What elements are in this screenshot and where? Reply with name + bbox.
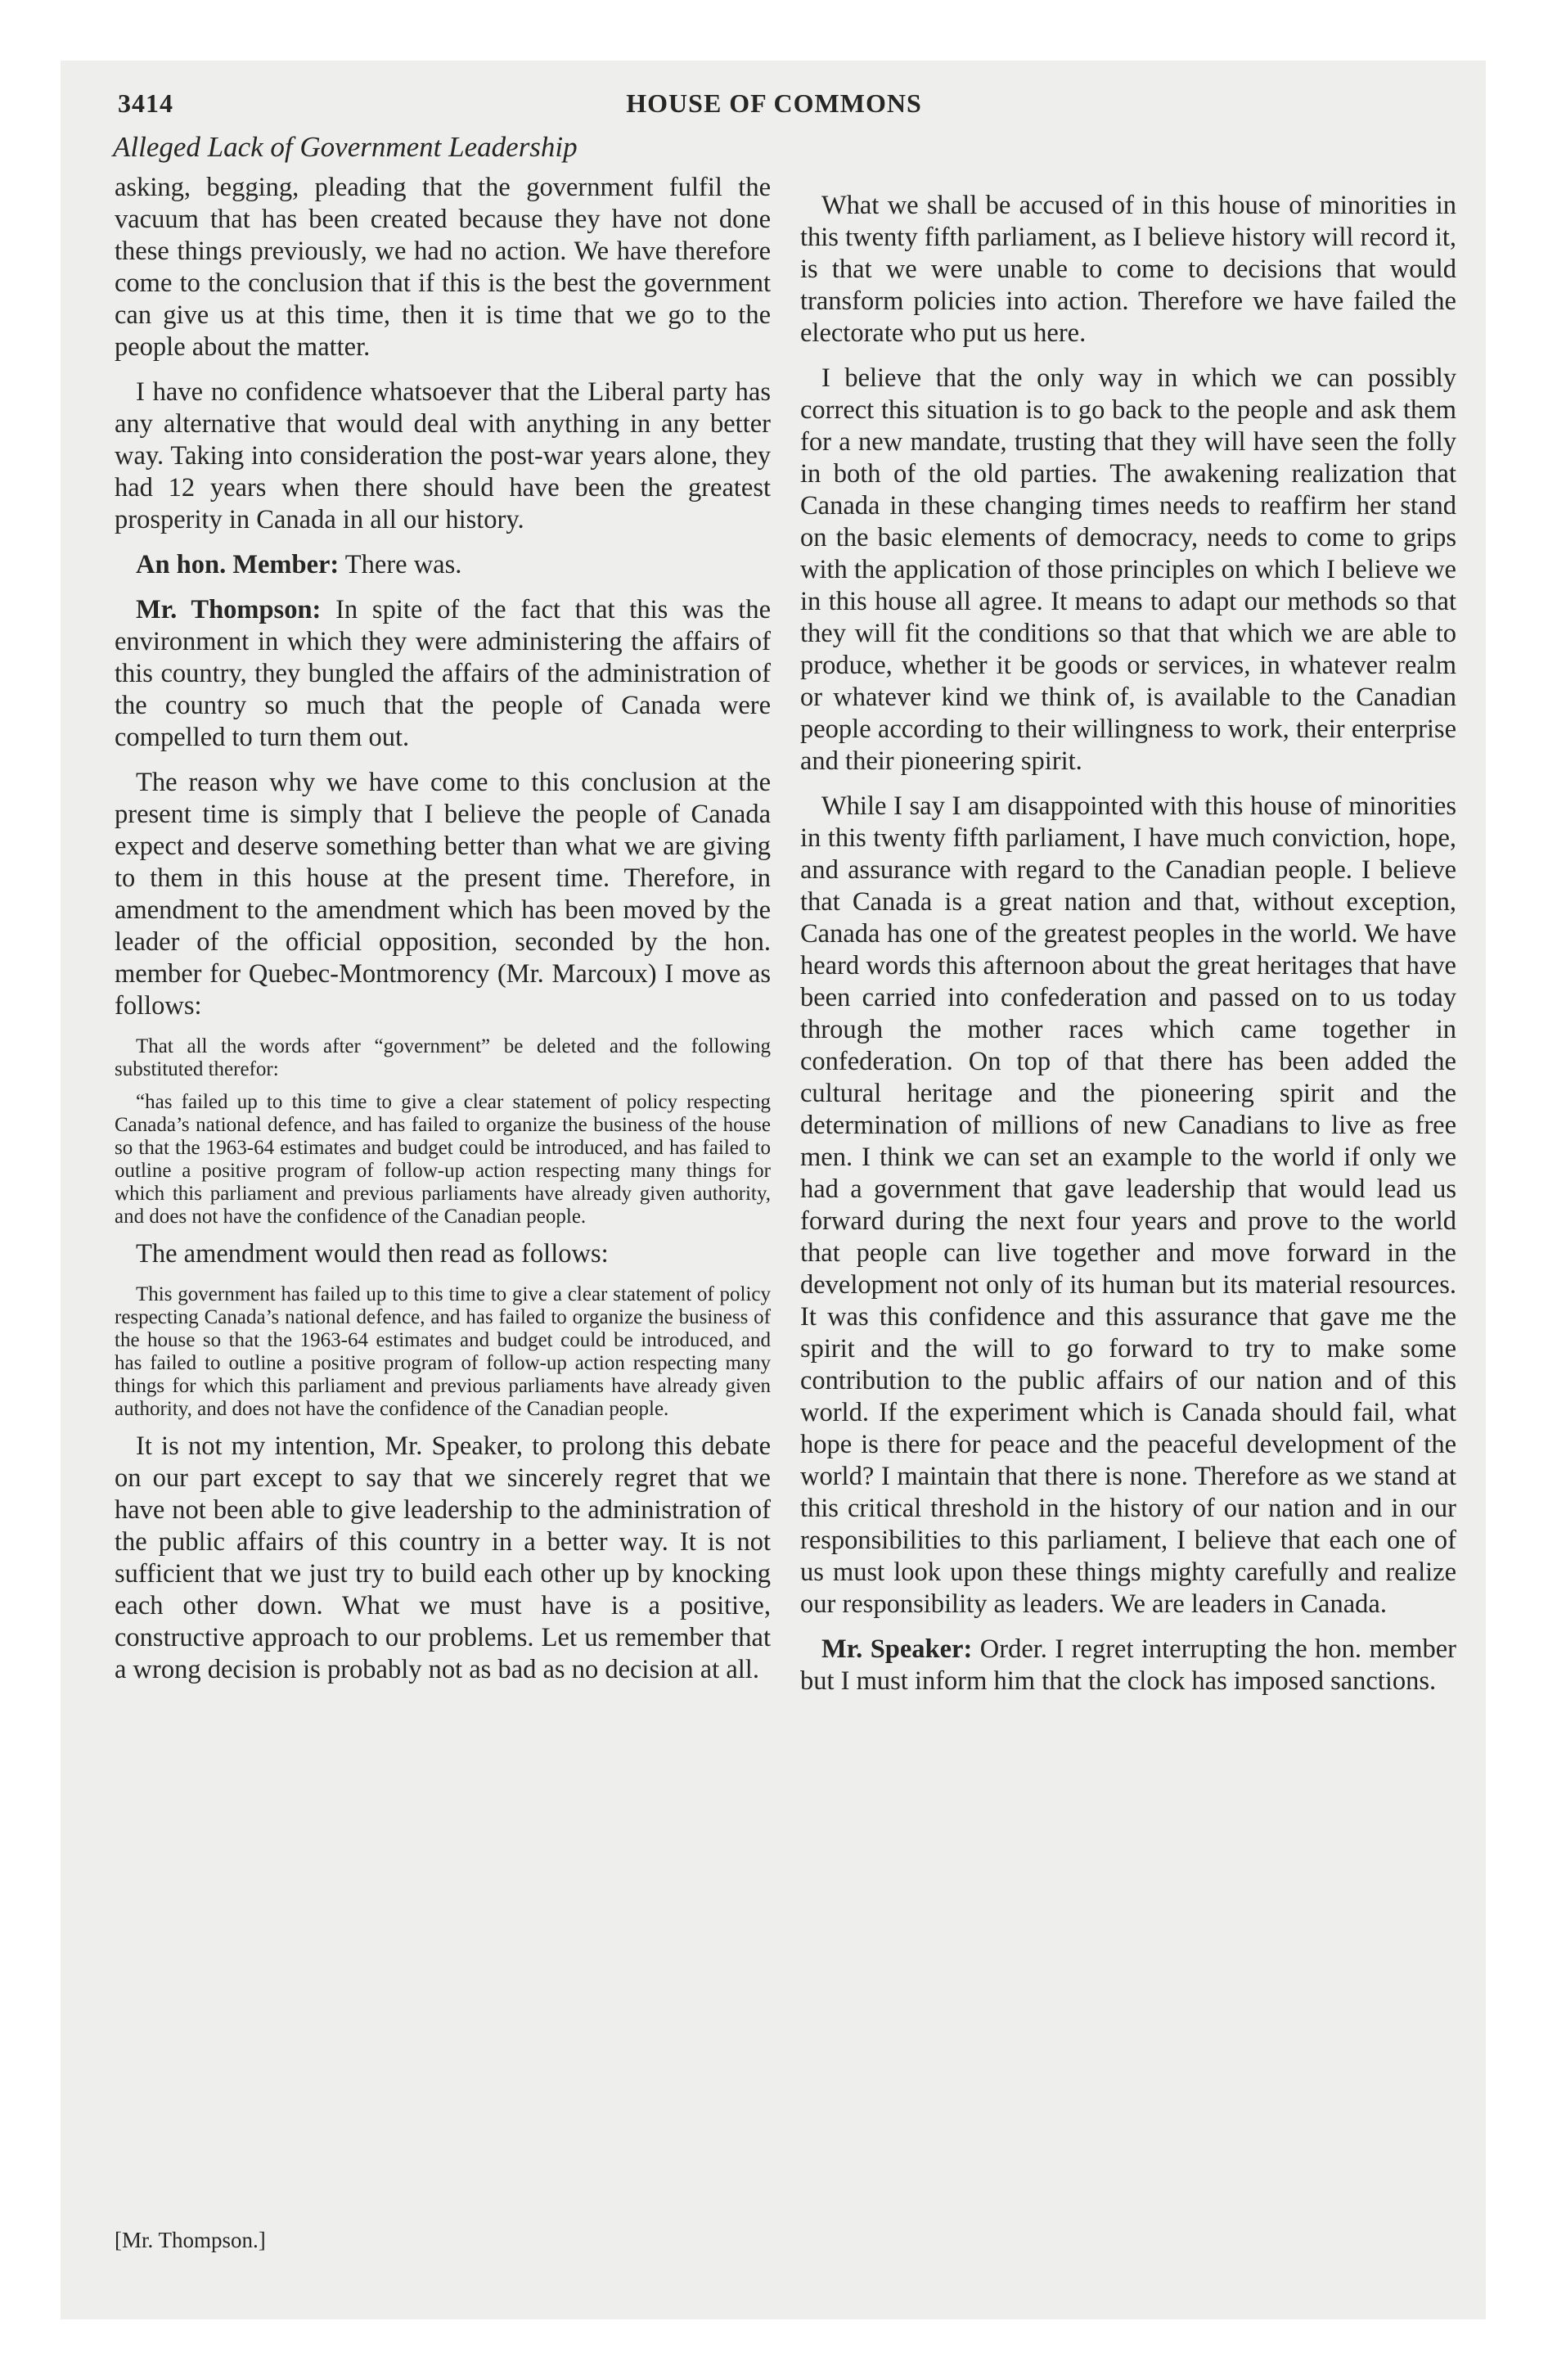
motion-quote: “has failed up to this time to give a clear statement of policy respecting Canada’s national defence, and has failed to organize the business of the house so that the 1963-64 estimates and budget could be introduced, and has failed to outline a positive program of follow-up action respecting many things for which this parliament and previous parliaments have already given authority, and does not have the confidence of the Canadian people.	[115, 1091, 771, 1228]
amendment-quote: This government has failed up to this time to give a clear statement of policy respecting Canada’s national defence, and has failed to organize the business of the house so that the 1963-64 estimates and budget could be introduced, and has failed to outline a positive program of follow-up action respecting many things for which this parliament and previous parliaments have already given authority, and does not have the confidence of the Canadian people.	[115, 1283, 771, 1420]
paragraph: I believe that the only way in which we can possibly correct this situation is to go back to the people and ask them for a new mandate, trusting that they will have seen the folly in both of the old parties. The awakening realization that Canada in these changing times needs to reaffirm her stand on the basic elements of democracy, needs to come to grips with the application of those principles on which I believe we in this house all agree. It means to adapt our methods so that they will fit the conditions so that that which we are able to produce, whether it be goods or services, in whatever realm or whatever kind we think of, is available to the Canadian people according to their willingness to work, their enterprise and their pioneering spirit.	[800, 363, 1456, 776]
speech-text: There was.	[339, 550, 462, 579]
page-header-title: HOUSE OF COMMONS	[626, 88, 922, 118]
left-column	[115, 172, 771, 1699]
speaker-name: Mr. Thompson:	[136, 595, 322, 624]
paragraph: I have no confidence whatsoever that the Liberal party has any alternative that would deal with anything in any better way. Taking into consideration the post-war years alone, they had 12 years when there should have been the greatest prosperity in Canada in all our history.	[115, 377, 771, 534]
section-title: Alleged Lack of Government Leadership	[113, 131, 578, 163]
paragraph: While I say I am disappointed with this house of minorities in this twenty fifth parliament, I have much conviction, hope, and assurance with regard to the Canadian people. I believe that Canada is a great nation and that, without exception, Canada has one of the greatest peoples in the world. We have heard words this afternoon about the great heritages that have been carried into confederation and passed on to us today through the mother races which came together in confederation. On top of that there has been added the cultural heritage and the pioneering spirit and the determination of millions of new Canadians to live as free men. I think we can set an example to the world if only we had a government that gave leadership that would lead us forward during the next four years and prove to the world that people can live together and move forward in the development not only of its human but its material resources. It was this confidence and this assurance that gave me the spirit and the will to go forward to try to make some contribution to the public affairs of our nation and of this world. If the experiment which is Canada should fail, what hope is there for peace and the peaceful development of the world? I maintain that there is none. Therefore as we stand at this critical threshold in the history of our nation and in our responsibilities to this parliament, I believe that each one of us must look upon these things mighty carefully and realize our responsibility as leaders. We are leaders in Canada.	[800, 791, 1456, 1619]
paragraph: The amendment would then read as follows:	[136, 1239, 609, 1269]
speech-text: In spite of the fact that this was the environment in which they were administering the affairs of this country, they bungled the affairs of the administration of the country so much that the people of Canada were compelled to turn them out.	[115, 595, 771, 752]
paragraph: asking, begging, pleading that the government fulfil the vacuum that has been created because they have not done these things previously, we had no action. We have therefore come to the conclusion that if this is the best the government can give us at this time, then it is time that we go to the people about the matter.	[115, 173, 771, 362]
speaker-name: An hon. Member:	[136, 550, 340, 579]
paragraph: What we shall be accused of in this house of minorities in this twenty fifth parliament, as I believe history will record it, is that we were unable to come to decisions that would transform policies into action. Therefore we have failed the electorate who put us here.	[800, 191, 1456, 348]
interjection	[115, 549, 771, 581]
paragraph: It is not my intention, Mr. Speaker, to prolong this debate on our part except to say that we sincerely regret that we have not been able to give leadership to the administration of the public affairs of this country in a better way. It is not sufficient that we just try to build each other up by knocking each other down. What we must have is a positive, constructive approach to our problems. Let us remember that a wrong decision is probably not as bad as no decision at all.	[115, 1431, 771, 1684]
footer-speaker-tag: [Mr. Thompson.]	[115, 2228, 266, 2252]
page-number: 3414	[118, 88, 173, 118]
motion-quote: That all the words after “government” be deleted and the following substituted therefor:	[115, 1035, 771, 1080]
speech	[800, 1634, 1456, 1697]
page-header	[52, 88, 1496, 121]
paragraph: The reason why we have come to this conclusion at the present time is simply that I believe the people of Canada expect and deserve something better than what we are giving to them in this house at the present time. Therefore, in amendment to the amendment which has been moved by the leader of the official opposition, seconded by the hon. member for Quebec-Montmorency (Mr. Marcoux) I move as follows:	[115, 768, 771, 1021]
speech-text: Order. I regret interrupting the hon. member but I must inform him that the clock has imposed sanctions.	[800, 1634, 1456, 1696]
speech	[115, 594, 771, 754]
speaker-name: Mr. Speaker:	[821, 1634, 973, 1664]
right-column	[800, 190, 1456, 1711]
